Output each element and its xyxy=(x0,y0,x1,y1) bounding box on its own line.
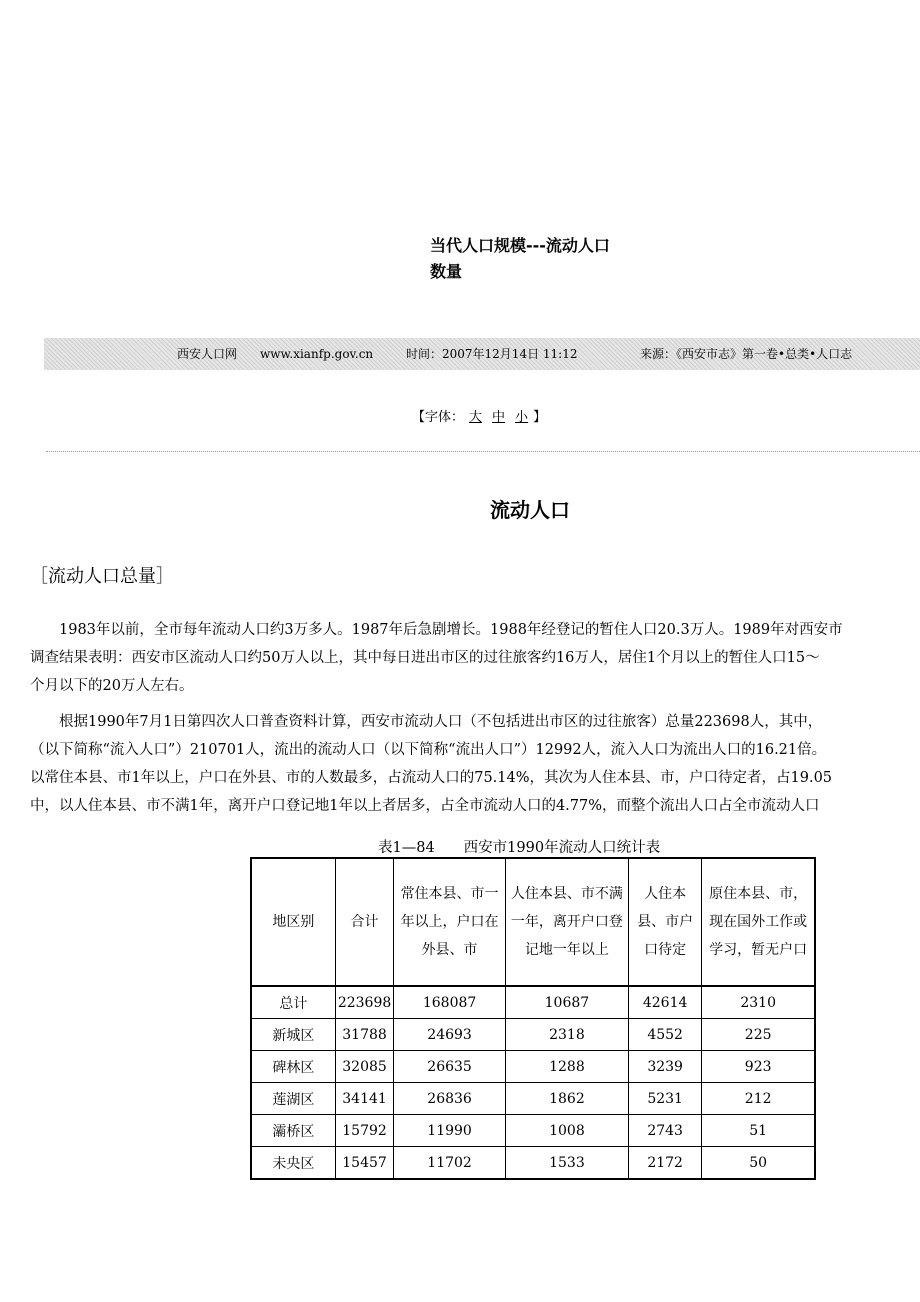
table-cell: 11702 xyxy=(394,1147,506,1180)
meta-source: 来源：《西安市志》第一卷•总类•人口志 xyxy=(640,347,853,361)
paragraph-2 xyxy=(30,708,920,820)
table-cell: 15792 xyxy=(335,1115,393,1147)
table-cell: 1533 xyxy=(505,1147,628,1180)
table-cell: 莲湖区 xyxy=(251,1083,335,1115)
table-cell: 碑林区 xyxy=(251,1051,335,1083)
header-cell: 合计 xyxy=(335,858,393,986)
table-cell: 1288 xyxy=(505,1051,628,1083)
table-cell: 灞桥区 xyxy=(251,1115,335,1147)
table-cell: 5231 xyxy=(628,1083,701,1115)
meta-site: 西安人口网 xyxy=(177,347,238,361)
article-title xyxy=(430,233,670,285)
table-row xyxy=(251,1147,815,1180)
meta-url: www.xianfp.gov.cn xyxy=(260,347,374,361)
header-cell: 人住本县、市不满一年，离开户口登记地一年以上 xyxy=(505,858,628,986)
table-header-row xyxy=(251,858,815,986)
table-row xyxy=(251,1083,815,1115)
population-table xyxy=(250,857,816,1180)
table-cell: 26635 xyxy=(394,1051,506,1083)
table-cell: 32085 xyxy=(335,1051,393,1083)
table-cell: 2743 xyxy=(628,1115,701,1147)
table-cell: 168087 xyxy=(394,986,506,1019)
table-cell: 50 xyxy=(702,1147,815,1180)
table-row xyxy=(251,1115,815,1147)
paragraph-line: 调查结果表明：西安市区流动人口约50万人以上，其中每日进出市区的过往旅客约16万人，居住1个月以上的暂住人口15～ xyxy=(30,650,820,666)
table-cell: 未央区 xyxy=(251,1147,335,1180)
table-cell: 1008 xyxy=(505,1115,628,1147)
subsection-heading: ［流动人口总量］ xyxy=(30,566,174,587)
paragraph-line: （以下简称“流入人口”）210701人，流出的流动人口（以下简称“流出人口”）12992人，流入人口为流出人口的16.21倍。 xyxy=(30,742,827,758)
table-cell: 923 xyxy=(702,1051,815,1083)
font-medium-link[interactable]: 中 xyxy=(492,410,506,425)
table-cell: 223698 xyxy=(335,986,393,1019)
table-cell: 24693 xyxy=(394,1019,506,1051)
paragraph-line: 根据1990年7月1日第四次人口普查资料计算，西安市流动人口（不包括进出市区的过往旅客）总量223698人，其中， xyxy=(30,714,823,730)
section-heading: 流动人口 xyxy=(490,498,570,522)
paragraph-line: 中，以人住本县、市不满1年，离开户口登记地1年以上者居多，占全市流动人口的4.77%，而整个流出人口占全市流动人口 xyxy=(30,798,820,814)
font-size-control xyxy=(412,406,546,425)
table-row xyxy=(251,1019,815,1051)
header-cell: 原住本县、市，现在国外工作或学习，暂无户口 xyxy=(702,858,815,986)
font-size-label: 【字体： xyxy=(412,410,465,425)
table-cell: 1862 xyxy=(505,1083,628,1115)
table-cell: 51 xyxy=(702,1115,815,1147)
header-cell: 人住本县、市户口待定 xyxy=(628,858,701,986)
table-cell: 2172 xyxy=(628,1147,701,1180)
font-small-link[interactable]: 小 xyxy=(515,410,529,425)
meta-time: 时间：2007年12月14日 11:12 xyxy=(406,347,578,361)
table-cell: 26836 xyxy=(394,1083,506,1115)
table-cell: 15457 xyxy=(335,1147,393,1180)
header-cell: 常住本县、市一年以上，户口在外县、市 xyxy=(394,858,506,986)
dotted-divider xyxy=(46,451,920,452)
table-cell: 11990 xyxy=(394,1115,506,1147)
table-cell: 42614 xyxy=(628,986,701,1019)
header-cell: 地区别 xyxy=(251,858,335,986)
article-title-line-2: 数量 xyxy=(430,262,463,281)
table-cell: 34141 xyxy=(335,1083,393,1115)
table-row xyxy=(251,986,815,1019)
table-cell: 总计 xyxy=(251,986,335,1019)
paragraph-line: 以常住本县、市1年以上，户口在外县、市的人数最多，占流动人口的75.14%，其次为人住本县、市，户口待定者，占19.05 xyxy=(30,770,833,786)
font-large-link[interactable]: 大 xyxy=(469,410,483,425)
table-caption: 表1—84 西安市1990年流动人口统计表 xyxy=(378,840,661,856)
table-cell: 31788 xyxy=(335,1019,393,1051)
paragraph-1 xyxy=(30,616,920,700)
table-cell: 212 xyxy=(702,1083,815,1115)
font-size-close: 】 xyxy=(533,410,547,425)
table-cell: 225 xyxy=(702,1019,815,1051)
table-row xyxy=(251,1051,815,1083)
table-cell: 10687 xyxy=(505,986,628,1019)
paragraph-line: 1983年以前，全市每年流动人口约3万多人。1987年后急剧增长。1988年经登记的暂住人口20.3万人。1989年对西安市 xyxy=(30,622,843,638)
article-title-line-1: 当代人口规模---流动人口 xyxy=(430,236,610,255)
paragraph-line: 个月以下的20万人左右。 xyxy=(30,678,194,694)
table-cell: 2310 xyxy=(702,986,815,1019)
article-meta-bar xyxy=(44,338,920,370)
table-cell: 新城区 xyxy=(251,1019,335,1051)
table-cell: 2318 xyxy=(505,1019,628,1051)
table-cell: 4552 xyxy=(628,1019,701,1051)
table-cell: 3239 xyxy=(628,1051,701,1083)
